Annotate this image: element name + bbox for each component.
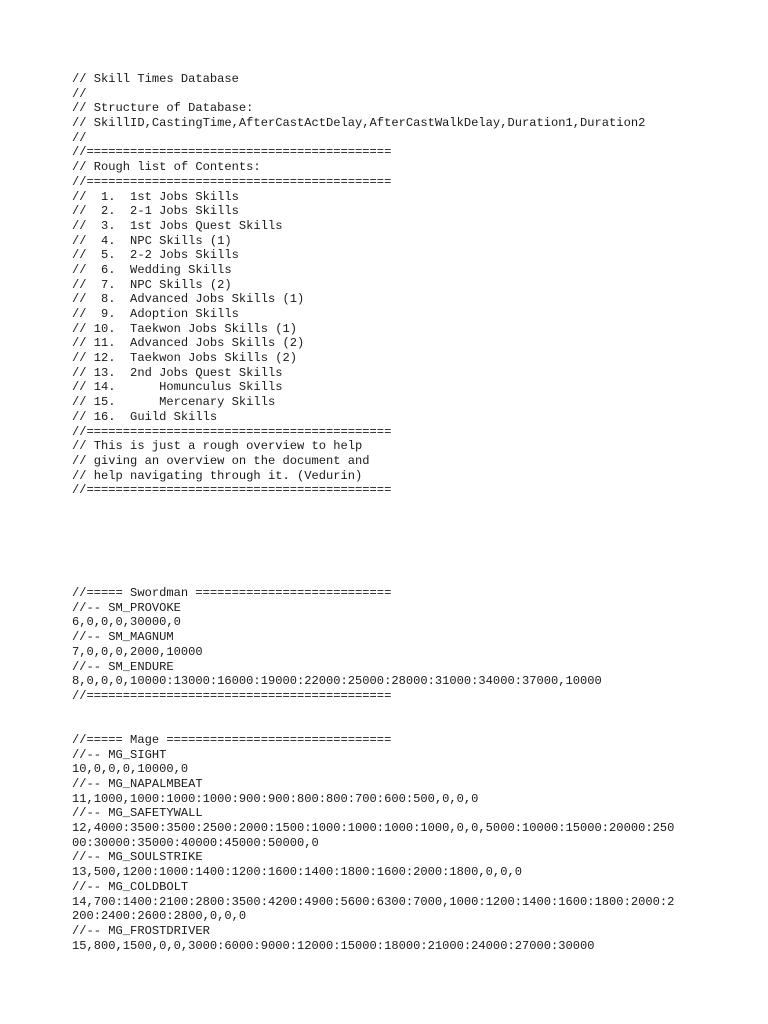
comment-line: // 7. NPC Skills (2) [72, 277, 232, 292]
comment-line: // 12. Taekwon Jobs Skills (2) [72, 351, 297, 366]
separator-line: //========================================== [72, 424, 392, 439]
comment-line: // 4. NPC Skills (1) [72, 233, 232, 248]
separator-line: //========================================== [72, 145, 392, 160]
comment-line: // [72, 130, 87, 145]
comment-line: // SkillID,CastingTime,AfterCastActDelay,AfterCastWalkDelay,Duration1,Duration2 [72, 116, 646, 131]
code-listing [72, 72, 674, 953]
separator-line: //========================================== [72, 688, 392, 703]
section-header: //===== Swordman =========================== [72, 586, 392, 601]
comment-line: // 13. 2nd Jobs Quest Skills [72, 365, 283, 380]
comment-line: // 5. 2-2 Jobs Skills [72, 248, 239, 263]
skill-data-line: 200:2400:2600:2800,0,0,0 [72, 909, 247, 924]
blank-line [72, 527, 674, 542]
comment-line: // Structure of Database: [72, 101, 254, 116]
blank-line [72, 704, 674, 719]
comment-line: // 16. Guild Skills [72, 409, 218, 424]
skill-name-comment: //-- MG_FROSTDRIVER [72, 923, 210, 938]
blank-line [72, 718, 674, 733]
skill-name-comment: //-- MG_COLDBOLT [72, 879, 189, 894]
comment-line: // Rough list of Contents: [72, 160, 261, 175]
skill-data-line: 11,1000,1000:1000:1000:900:900:800:800:700:600:500,0,0,0 [72, 791, 479, 806]
skill-name-comment: //-- SM_PROVOKE [72, 600, 181, 615]
comment-line: // 14. Homunculus Skills [72, 380, 283, 395]
skill-data-line: 13,500,1200:1000:1400:1200:1600:1400:1800:1600:2000:1800,0,0,0 [72, 865, 522, 880]
skill-data-line: 00:30000:35000:40000:45000:50000,0 [72, 835, 319, 850]
section-header: //===== Mage =============================== [72, 732, 392, 747]
comment-line: // 1. 1st Jobs Skills [72, 189, 239, 204]
skill-data-line: 6,0,0,0,30000,0 [72, 615, 181, 630]
comment-line: // [72, 86, 87, 101]
blank-line [72, 557, 674, 572]
skill-data-line: 7,0,0,0,2000,10000 [72, 644, 203, 659]
skill-name-comment: //-- MG_NAPALMBEAT [72, 777, 203, 791]
comment-line: // giving an overview on the document and [72, 453, 370, 468]
comment-line: // help navigating through it. (Vedurin) [72, 468, 363, 483]
skill-name-comment: //-- MG_SIGHT [72, 747, 167, 762]
comment-line: // 9. Adoption Skills [72, 307, 239, 321]
comment-line: // This is just a rough overview to help [72, 439, 363, 454]
blank-line [72, 542, 674, 557]
skill-data-line: 10,0,0,0,10000,0 [72, 762, 189, 777]
comment-line: // 8. Advanced Jobs Skills (1) [72, 292, 305, 307]
comment-line: // 15. Mercenary Skills [72, 395, 276, 410]
skill-name-comment: //-- MG_SOULSTRIKE [72, 850, 203, 865]
blank-line [72, 513, 674, 528]
blank-line [72, 498, 674, 513]
comment-line: // 6. Wedding Skills [72, 262, 232, 277]
skill-data-line: 15,800,1500,0,0,3000:6000:9000:12000:15000:18000:21000:24000:27000:30000 [72, 938, 595, 953]
comment-line: // 2. 2-1 Jobs Skills [72, 204, 239, 219]
blank-line [72, 571, 674, 586]
comment-line: // Skill Times Database [72, 72, 239, 86]
separator-line: //========================================== [72, 174, 392, 189]
separator-line: //========================================== [72, 483, 392, 498]
comment-line: // 3. 1st Jobs Quest Skills [72, 218, 283, 233]
comment-line: // 11. Advanced Jobs Skills (2) [72, 336, 305, 351]
skill-data-line: 14,700:1400:2100:2800:3500:4200:4900:5600:6300:7000,1000:1200:1400:1600:1800:2000:2 [72, 894, 675, 909]
comment-line: // 10. Taekwon Jobs Skills (1) [72, 321, 297, 336]
skill-name-comment: //-- SM_MAGNUM [72, 630, 174, 645]
skill-data-line: 8,0,0,0,10000:13000:16000:19000:22000:25000:28000:31000:34000:37000,10000 [72, 674, 602, 689]
skill-name-comment: //-- SM_ENDURE [72, 659, 174, 674]
skill-data-line: 12,4000:3500:3500:2500:2000:1500:1000:1000:1000:1000,0,0,5000:10000:15000:20000:250 [72, 821, 675, 836]
skill-name-comment: //-- MG_SAFETYWALL [72, 806, 203, 821]
